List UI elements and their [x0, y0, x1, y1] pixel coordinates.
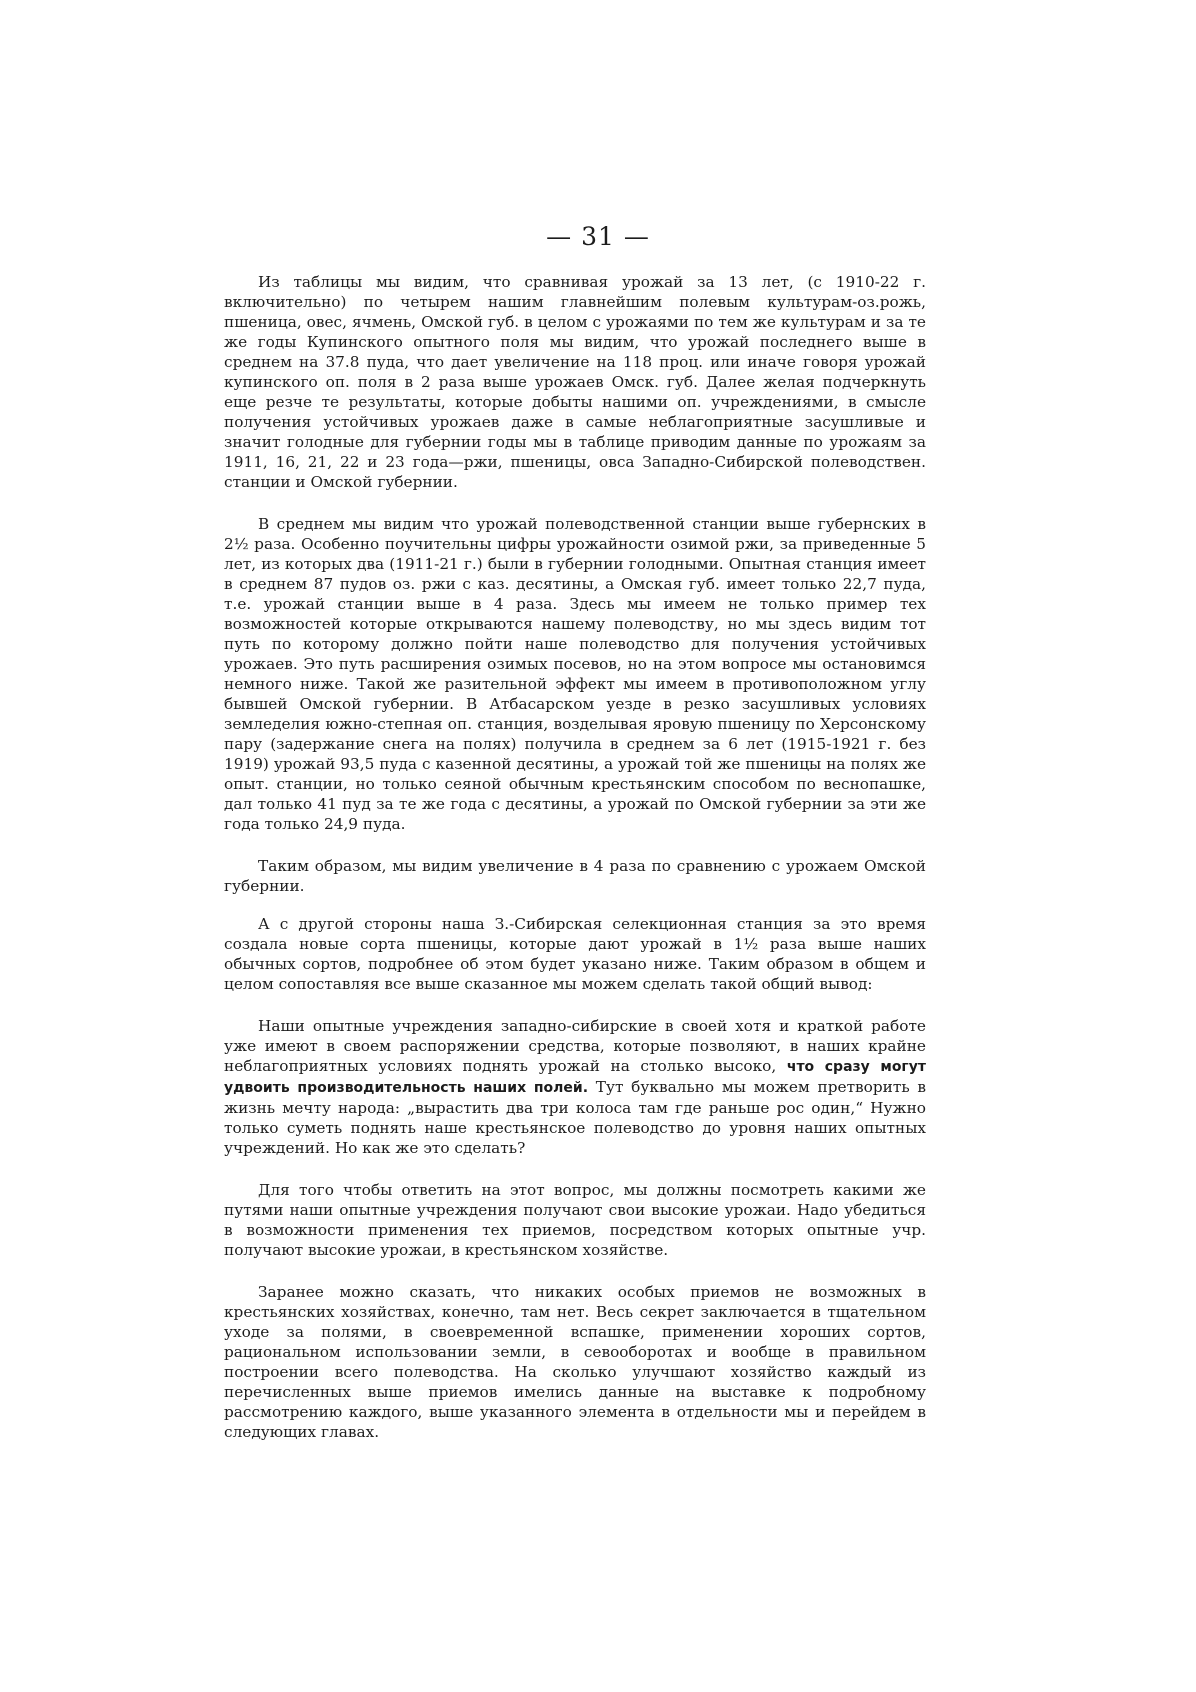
paragraph-1: Из таблицы мы видим, что сравнивая урожай за 13 лет, (с 1910-22 г. включительно) по четырем нашим главнейшим полевым культурам-оз.рожь, пшеница, овес, ячмень, Омской губ. в целом с урожаями по тем же культурам и за те же годы Купинского опытного поля мы видим, что урожай последнего выше в среднем на 37.8 пуда, что дает увеличение на 118 проц. или иначе говоря урожай купинского оп. поля в 2 раза выше урожаев Омск. губ. Далее желая подчеркнуть еще резче те результаты, которые добыты нашими оп. учреждениями, в смысле получения устойчивых урожаев даже в самые неблагоприятные засушливые и значит голодные для губернии годы мы в таблице приводим данные по урожаям за 1911, 16, 21, 22 и 23 года—ржи, пшеницы, овса Западно-Сибирской полеводствен. станции и Омской губернии. — [224, 273, 926, 491]
paragraph-7: Заранее можно сказать, что никаких особых приемов не возможных в крестьянских хозяйствах, конечно, там нет. Весь секрет заключается в тщательном уходе за полями, в своевременной вспашке, применении хороших сортов, рациональном использовании земли, в севооборотах и вообще в правильном построении всего полеводства. На сколько улучшают хозяйство каждый из перечисленных выше приемов имелись данные на выставке к подробному рассмотрению каждого, выше указанного элемента в отдельности мы и перейдем в следующих главах. — [224, 1283, 926, 1441]
paragraph-3: Таким образом, мы видим увеличение в 4 раза по сравнению с урожаем Омской губернии. — [224, 857, 926, 895]
page-number: — 31 — — [546, 222, 650, 251]
paragraph-4: А с другой стороны наша З.-Сибирская селекционная станция за это время создала новые сорта пшеницы, которые дают урожай в 1½ раза выше наших обычных сортов, подробнее об этом будет указано ниже. Таким образом в общем и целом сопоставляя все выше сказанное мы можем сделать такой общий вывод: — [224, 915, 926, 993]
paragraph-2: В среднем мы видим что урожай полеводственной станции выше губернских в 2½ раза. Особенно поучительны цифры урожайности озимой ржи, за приведенные 5 лет, из которых два (1911-21 г.) были в губернии голодными. Опытная станция имеет в среднем 87 пудов оз. ржи с каз. десятины, а Омская губ. имеет только 22,7 пуда, т.е. урожай станции выше в 4 раза. Здесь мы имеем не только пример тех возможностей которые открываются нашему полеводству, но мы здесь видим тот путь по которому должно пойти наше полеводство для получения устойчивых урожаев. Это путь расширения озимых посевов, но на этом вопросе мы остановимся немного ниже. Такой же разительной эффект мы имеем в противоположном углу бывшей Омской губернии. В Атбасарском уезде в резко засушливых условиях земледелия южно-степная оп. станция, возделывая яровую пшеницу по Херсонскому пару (задержание снега на полях) получила в среднем за 6 лет (1915-1921 г. без 1919) урожай 93,5 пуда с казенной десятины, а урожай той же пшеницы на полях же опыт. станции, но только сеяной обычным крестьянским способом по веснопашке, дал только 41 пуд за те же года с десятины, а урожай по Омской губернии за эти же года только 24,9 пуда. — [224, 515, 926, 833]
paragraph-5-start: Наши опытные учреждения западно-сибирские в своей хотя и краткой работе уже имеют в своем распоряжении средства, которые позволяют, в наших крайне неблагоприятных условиях поднять урожай на столько высоко, — [224, 1017, 926, 1075]
emphasis-text: что сразу могут удвоить производительность наших полей. — [224, 1059, 926, 1096]
paragraph-5 — [224, 1016, 926, 1158]
paragraph-5-end: Тут буквально мы можем претворить в жизнь мечту народа: „вырастить два три колоса там где раньше рос один,“ Нужно только суметь поднять наше крестьянское полеводство до уровня наших опытных учреждений. Но как же это сделать? — [224, 1078, 926, 1157]
body-text — [224, 272, 926, 1464]
paragraph-6: Для того чтобы ответить на этот вопрос, мы должны посмотреть какими же путями наши опытные учреждения получают свои высокие урожаи. Надо убедиться в возможности применения тех приемов, посредством которых опытные учр. получают высокие урожаи, в крестьянском хозяйстве. — [224, 1181, 926, 1259]
